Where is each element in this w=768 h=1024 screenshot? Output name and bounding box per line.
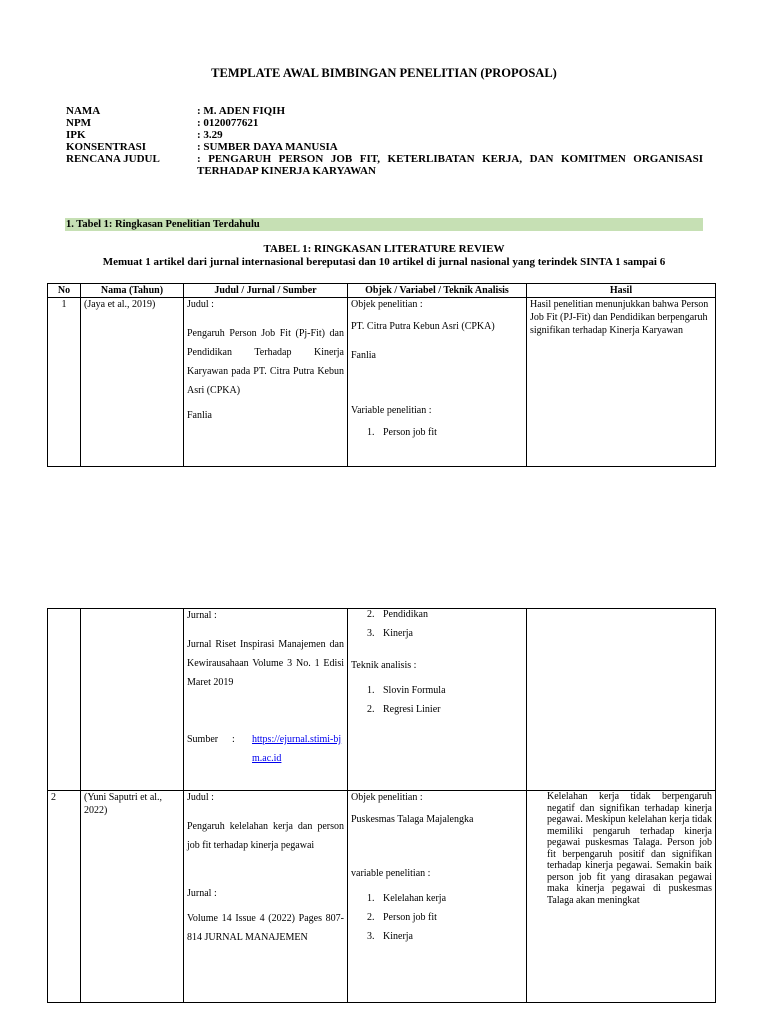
row-hasil: Hasil penelitian menunjukkan bahwa Person Job Fit (PJ-Fit) dan Pendidikan berpengaruh signifikan terhadap Kinerja Karyawan xyxy=(527,298,716,467)
objek-author: Fanlia xyxy=(351,350,376,361)
judul-author: Fanlia xyxy=(187,410,212,421)
literature-table xyxy=(47,283,716,467)
info-value: : SUMBER DAYA MANUSIA xyxy=(197,141,338,153)
literature-table-continued xyxy=(47,608,716,1003)
row-no: 2 xyxy=(48,791,81,1003)
student-info xyxy=(66,105,703,177)
jurnal-text: Jurnal Riset Inspirasi Manajemen dan Kewirausahaan Volume 3 No. 1 Edisi Maret 2019 xyxy=(187,639,344,688)
info-row-konsentrasi xyxy=(66,141,703,153)
objek-text: PT. Citra Putra Kebun Asri (CPKA) xyxy=(351,321,495,332)
row-objek xyxy=(348,609,527,791)
header-nama: Nama (Tahun) xyxy=(81,284,184,298)
header-judul: Judul / Jurnal / Sumber xyxy=(184,284,348,298)
header-objek: Objek / Variabel / Teknik Analisis xyxy=(348,284,527,298)
table-row xyxy=(48,298,716,467)
info-label: NAMA xyxy=(66,105,101,117)
table-header-row xyxy=(48,284,716,298)
section-heading: 1. Tabel 1: Ringkasan Penelitian Terdahulu xyxy=(65,218,703,231)
sumber-line xyxy=(187,730,344,768)
judul-text: Pengaruh kelelahan kerja dan person job fit terhadap kinerja pegawai xyxy=(187,821,344,851)
table-row xyxy=(48,791,716,1003)
row-objek xyxy=(348,791,527,1003)
row-judul xyxy=(184,791,348,1003)
sumber-colon: : xyxy=(232,734,235,745)
variable-list xyxy=(351,889,523,946)
info-row-ipk xyxy=(66,129,703,141)
sumber-label: Sumber xyxy=(187,734,219,745)
document-title: TEMPLATE AWAL BIMBINGAN PENELITIAN (PROPOSAL) xyxy=(211,66,557,80)
table-row xyxy=(48,609,716,791)
variable-list xyxy=(351,605,523,643)
variable-label: variable penelitian : xyxy=(351,868,431,879)
objek-label: Objek penelitian : xyxy=(351,792,423,803)
row-objek xyxy=(348,298,527,467)
header-hasil: Hasil xyxy=(527,284,716,298)
row-nama: (Yuni Saputri et al., 2022) xyxy=(81,791,184,1003)
list-item: 2. Regresi Linier xyxy=(367,704,441,715)
info-value: : PENGARUH PERSON JOB FIT, KETERLIBATAN KERJA, DAN KOMITMEN ORGANISASI xyxy=(197,153,703,165)
jurnal-text: Volume 14 Issue 4 (2022) Pages 807-814 JURNAL MANAJEMEN xyxy=(187,913,344,943)
row-judul xyxy=(184,298,348,467)
list-item: 1. Slovin Formula xyxy=(367,685,446,696)
row-judul xyxy=(184,609,348,791)
sumber-link[interactable]: https://ejurnal.stimi-bjm.ac.id xyxy=(252,734,342,764)
objek-text: Puskesmas Talaga Majalengka xyxy=(351,814,474,825)
judul-label: Judul : xyxy=(187,792,214,803)
list-item: 3. Kinerja xyxy=(367,931,413,942)
variable-list xyxy=(351,423,523,442)
list-item: 1. Kelelahan kerja xyxy=(367,893,447,904)
info-label: KONSENTRASI xyxy=(66,141,147,153)
table-title: TABEL 1: RINGKASAN LITERATURE REVIEW xyxy=(263,243,505,255)
info-row-rencana-judul xyxy=(66,153,703,165)
jurnal-label: Jurnal : xyxy=(187,610,217,621)
teknik-label: Teknik analisis : xyxy=(351,660,417,671)
info-value: TERHADAP KINERJA KARYAWAN xyxy=(197,165,376,177)
judul-text: Pengaruh Person Job Fit (Pj-Fit) dan Pendidikan Terhadap Kinerja Karyawan pada PT. Citra Putra Kebun Asri (CPKA) xyxy=(187,328,344,396)
objek-label: Objek penelitian : xyxy=(351,299,423,310)
list-item: 1. Person job fit xyxy=(367,427,437,438)
row-nama: (Jaya et al., 2019) xyxy=(81,298,184,467)
table-subtitle: Memuat 1 artikel dari jurnal internasional bereputasi dan 10 artikel di jurnal nasional yang terindek SINTA 1 sampai 6 xyxy=(102,256,666,268)
variable-label: Variable penelitian : xyxy=(351,405,432,416)
info-value: : M. ADEN FIQIH xyxy=(197,105,285,117)
jurnal-label: Jurnal : xyxy=(187,888,217,899)
row-hasil: Kelelahan kerja tidak berpengaruh negatif dan signifikan terhadap kinerja pegawai. Meskipun kelelahan kerja tidak memiliki pengaruh terhadap kinerja pegawai puskesmas Talaga. Person job fit berpengaruh positif dan signifikan terhadap kinerja pegawai. Semakin baik person job fit yang dirasakan pegawai maka kinerja pegawai di puskesmas Talaga akan meningkat xyxy=(527,791,716,1003)
info-row-nama xyxy=(66,105,703,117)
info-label: RENCANA JUDUL xyxy=(66,153,160,165)
header-no: No xyxy=(48,284,81,298)
judul-label: Judul : xyxy=(187,299,214,310)
teknik-list xyxy=(351,681,523,719)
list-item: 2. Person job fit xyxy=(367,912,437,923)
info-label: NPM xyxy=(66,117,92,129)
info-row-npm xyxy=(66,117,703,129)
info-row-rencana-judul-cont xyxy=(66,165,703,177)
row-no: 1 xyxy=(48,298,81,467)
info-value: : 3.29 xyxy=(197,129,223,141)
info-value: : 0120077621 xyxy=(197,117,259,129)
table-title-block xyxy=(0,243,768,269)
list-item: 2. Pendidikan xyxy=(367,609,428,620)
list-item: 3. Kinerja xyxy=(367,628,413,639)
info-label: IPK xyxy=(66,129,86,141)
